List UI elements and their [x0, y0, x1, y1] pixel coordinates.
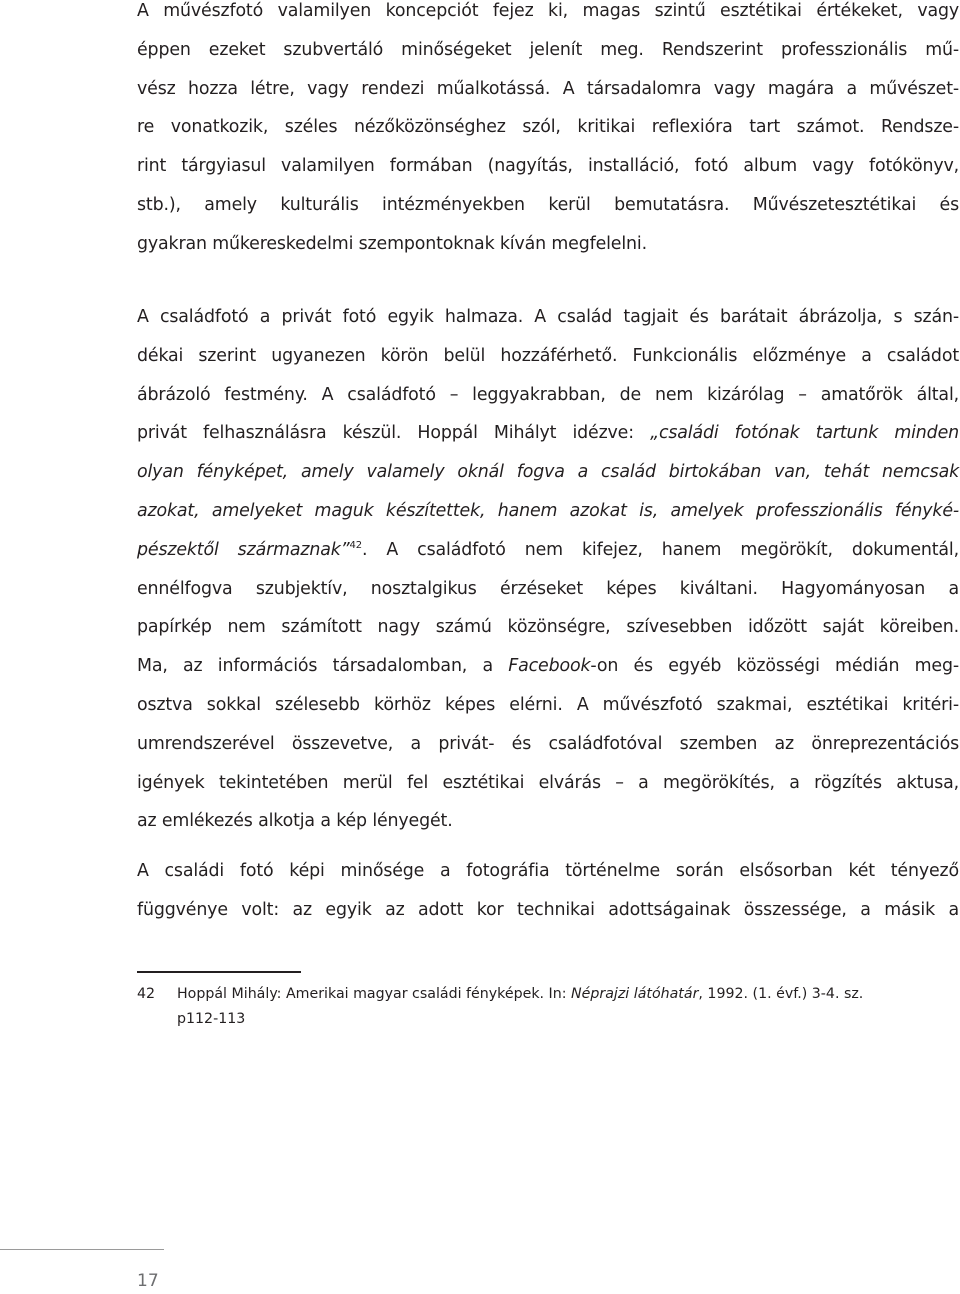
- emphasis-text: Facebook: [508, 656, 591, 677]
- text-line: függvénye volt: az egyik az adott kor technikai adottságainak összessége, a másik a: [137, 899, 959, 920]
- footnote-text: [177, 982, 957, 1032]
- text-line: dékai szerint ugyanezen körön belül hozzáférhető. Funkcionális előzménye a családot: [137, 345, 959, 366]
- quote-text: pészektől származnak: [137, 539, 341, 560]
- publication-title: Néprajzi látóhatár: [571, 986, 699, 1002]
- paragraph-family-photo: [137, 298, 959, 841]
- footnote-divider: [137, 971, 301, 973]
- text-line: [137, 531, 959, 570]
- footnote-line: [177, 982, 957, 1007]
- text-line: [137, 647, 959, 686]
- quote-text: „családi fotónak tartunk minden: [650, 423, 959, 444]
- text-run: -on és egyéb közösségi médián meg-: [590, 656, 959, 677]
- quote-line: olyan fényképet, amely valamely oknál fogva a család birtokában van, tehát nemcsak: [137, 462, 959, 483]
- text-run: Hoppál Mihály: Amerikai magyar családi fényképek. In:: [177, 986, 572, 1002]
- page-footer-divider: [0, 1249, 164, 1250]
- text-line: ennélfogva szubjektív, nosztalgikus érzéseket képes kiváltani. Hagyományosan a: [137, 578, 959, 599]
- page-number: 17: [137, 1271, 159, 1291]
- text-line: rint tárgyiasul valamilyen formában (nagyítás, installáció, fotó album vagy fotókönyv,: [137, 156, 959, 177]
- text-line: vész hozza létre, vagy rendezi műalkotássá. A társadalomra vagy magára a művészet-: [137, 78, 959, 99]
- text-line: papírkép nem számított nagy számú közönségre, szívesebben időzött saját köreiben.: [137, 617, 959, 638]
- footnote-number: 42: [137, 986, 156, 1002]
- text-line: A művészfotó valamilyen koncepciót fejez ki, magas szintű esztétikai értékeket, vagy: [137, 1, 959, 21]
- text-run: Ma, az információs társadalomban, a: [137, 656, 509, 677]
- quote-line: azokat, amelyeket maguk készítettek, hanem azokat is, amelyek professzionális fényké-: [137, 500, 959, 521]
- text-run: privát felhasználásra készül. Hoppál Mihályt idézve:: [137, 423, 651, 444]
- text-line: re vonatkozik, széles nézőközönséghez szól, kritikai reflexióra tart számot. Rendsze-: [137, 117, 959, 138]
- text-line: [137, 414, 959, 453]
- text-line: éppen ezeket szubvertáló minőségeket jelenít meg. Rendszerint professzionális mű-: [137, 39, 959, 60]
- paragraph-art-photo: [137, 0, 959, 264]
- text-line: gyakran műkereskedelmi szempontoknak kíván megfelelni.: [137, 233, 647, 254]
- text-line: igények tekintetében merül fel esztétikai elvárás – a megörökítés, a rögzítés aktusa,: [137, 772, 959, 793]
- closing-quote: ”: [340, 539, 350, 560]
- text-line: osztva sokkal szélesebb körhöz képes elérni. A művészfotó szakmai, esztétikai kritéri-: [137, 694, 959, 715]
- text-line: az emlékezés alkotja a kép lényegét.: [137, 811, 453, 832]
- footnote-line: p112-113: [177, 1011, 246, 1027]
- text-line: umrendszerével összevetve, a privát- és családfotóval szemben az önreprezentációs: [137, 733, 959, 754]
- text-line: A családi fotó képi minősége a fotográfia történelme során elsősorban két tényező: [137, 861, 959, 881]
- text-run: , 1992. (1. évf.) 3-4. sz.: [698, 986, 864, 1002]
- text-line: ábrázoló festmény. A családfotó – leggyakrabban, de nem kizárólag – amatőrök által,: [137, 384, 959, 405]
- text-line: A családfotó a privát fotó egyik halmaza. A család tagjait és barátait ábrázolja, s szán-: [137, 307, 959, 327]
- paragraph-photo-quality: [137, 852, 959, 930]
- text-line: stb.), amely kulturális intézményekben kerül bemutatásra. Művészetesztétikai és: [137, 194, 959, 215]
- text-run: . A családfotó nem kifejez, hanem megörökít, dokumentál,: [361, 539, 959, 560]
- footnote-reference[interactable]: 42: [349, 539, 362, 551]
